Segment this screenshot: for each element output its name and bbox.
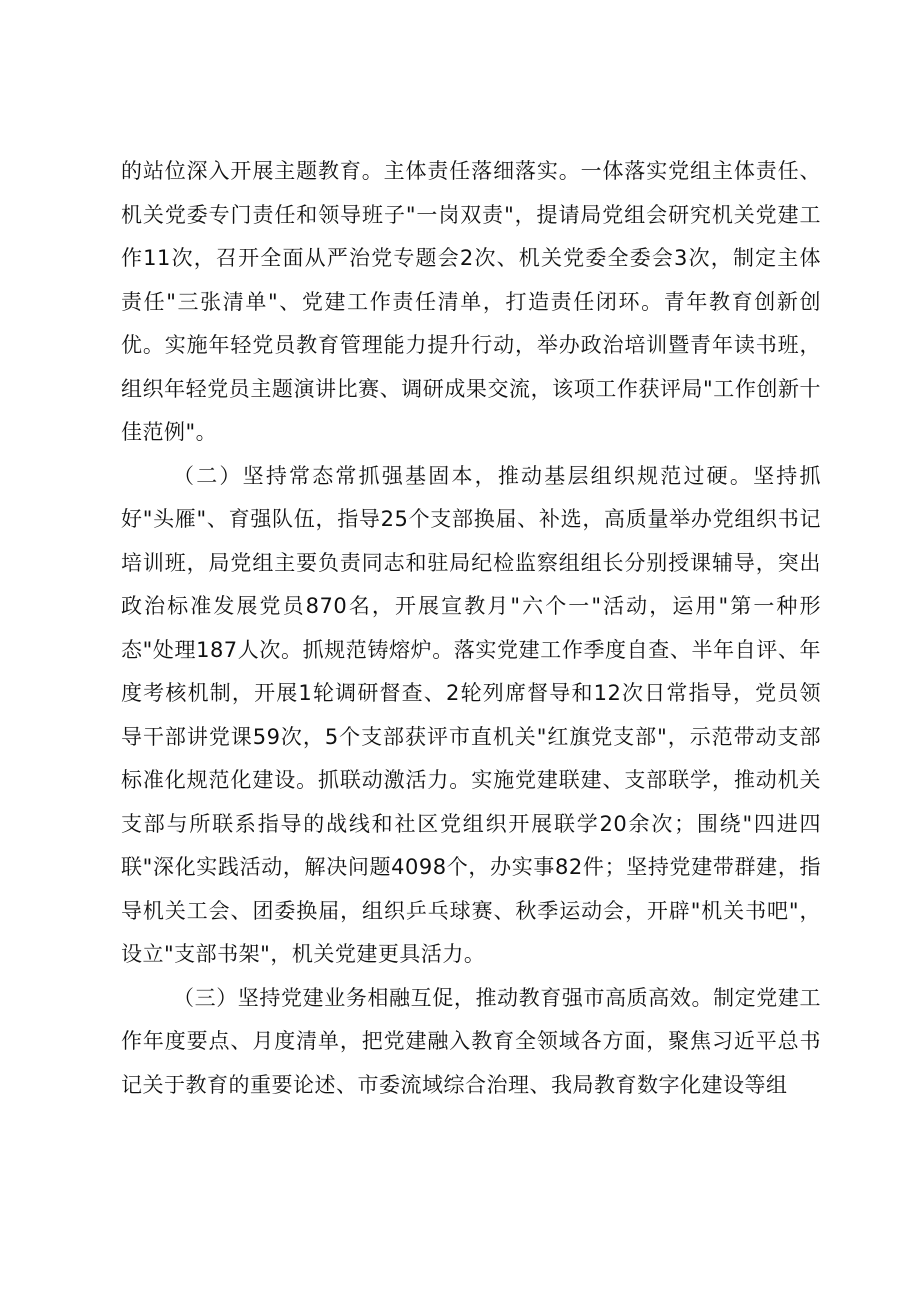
paragraph-section-three: （三）坚持党建业务相融互促，推动教育强市高质高效。制定党建工作年度要点、月度清单，把党建融入教育全领域各方面，聚焦习近平总书记关于教育的重要论述、市委流域综合治理、我局教育数字化建设等组 <box>121 985 821 1097</box>
document-body <box>121 150 821 1107</box>
paragraph-section-two: （二）坚持常态常抓强基固本，推动基层组织规范过硬。坚持抓好"头雁"、育强队伍，指导25个支部换届、补选，高质量举办党组织书记培训班，局党组主要负责同志和驻局纪检监察组组长分别授课辅导，突出政治标准发展党员870名，开展宣教月"六个一"活动，运用"第一种形态"处理187人次。抓规范铸熔炉。落实党建工作季度自查、半年自评、年度考核机制，开展1轮调研督查、2轮列席督导和12次日常指导，党员领导干部讲党课59次，5个支部获评市直机关"红旗党支部"，示范带动支部标准化规范化建设。抓联动激活力。实施党建联建、支部联学，推动机关支部与所联系指导的战线和社区党组织开展联学20余次；围绕"四进四联"深化实践活动，解决问题4098个，办实事82件；坚持党建带群建，指导机关工会、团委换届，组织乒乓球赛、秋季运动会，开辟"机关书吧"，设立"支部书架"，机关党建更具活力。 <box>121 463 821 966</box>
paragraph-continuation: 的站位深入开展主题教育。主体责任落细落实。一体落实党组主体责任、机关党委专门责任和领导班子"一岗双责"，提请局党组会研究机关党建工作11次，召开全面从严治党专题会2次、机关党委全委会3次，制定主体责任"三张清单"、党建工作责任清单，打造责任闭环。青年教育创新创优。实施年轻党员教育管理能力提升行动，举办政治培训暨青年读书班，组织年轻党员主题演讲比赛、调研成果交流，该项工作获评局"工作创新十佳范例"。 <box>121 159 821 444</box>
